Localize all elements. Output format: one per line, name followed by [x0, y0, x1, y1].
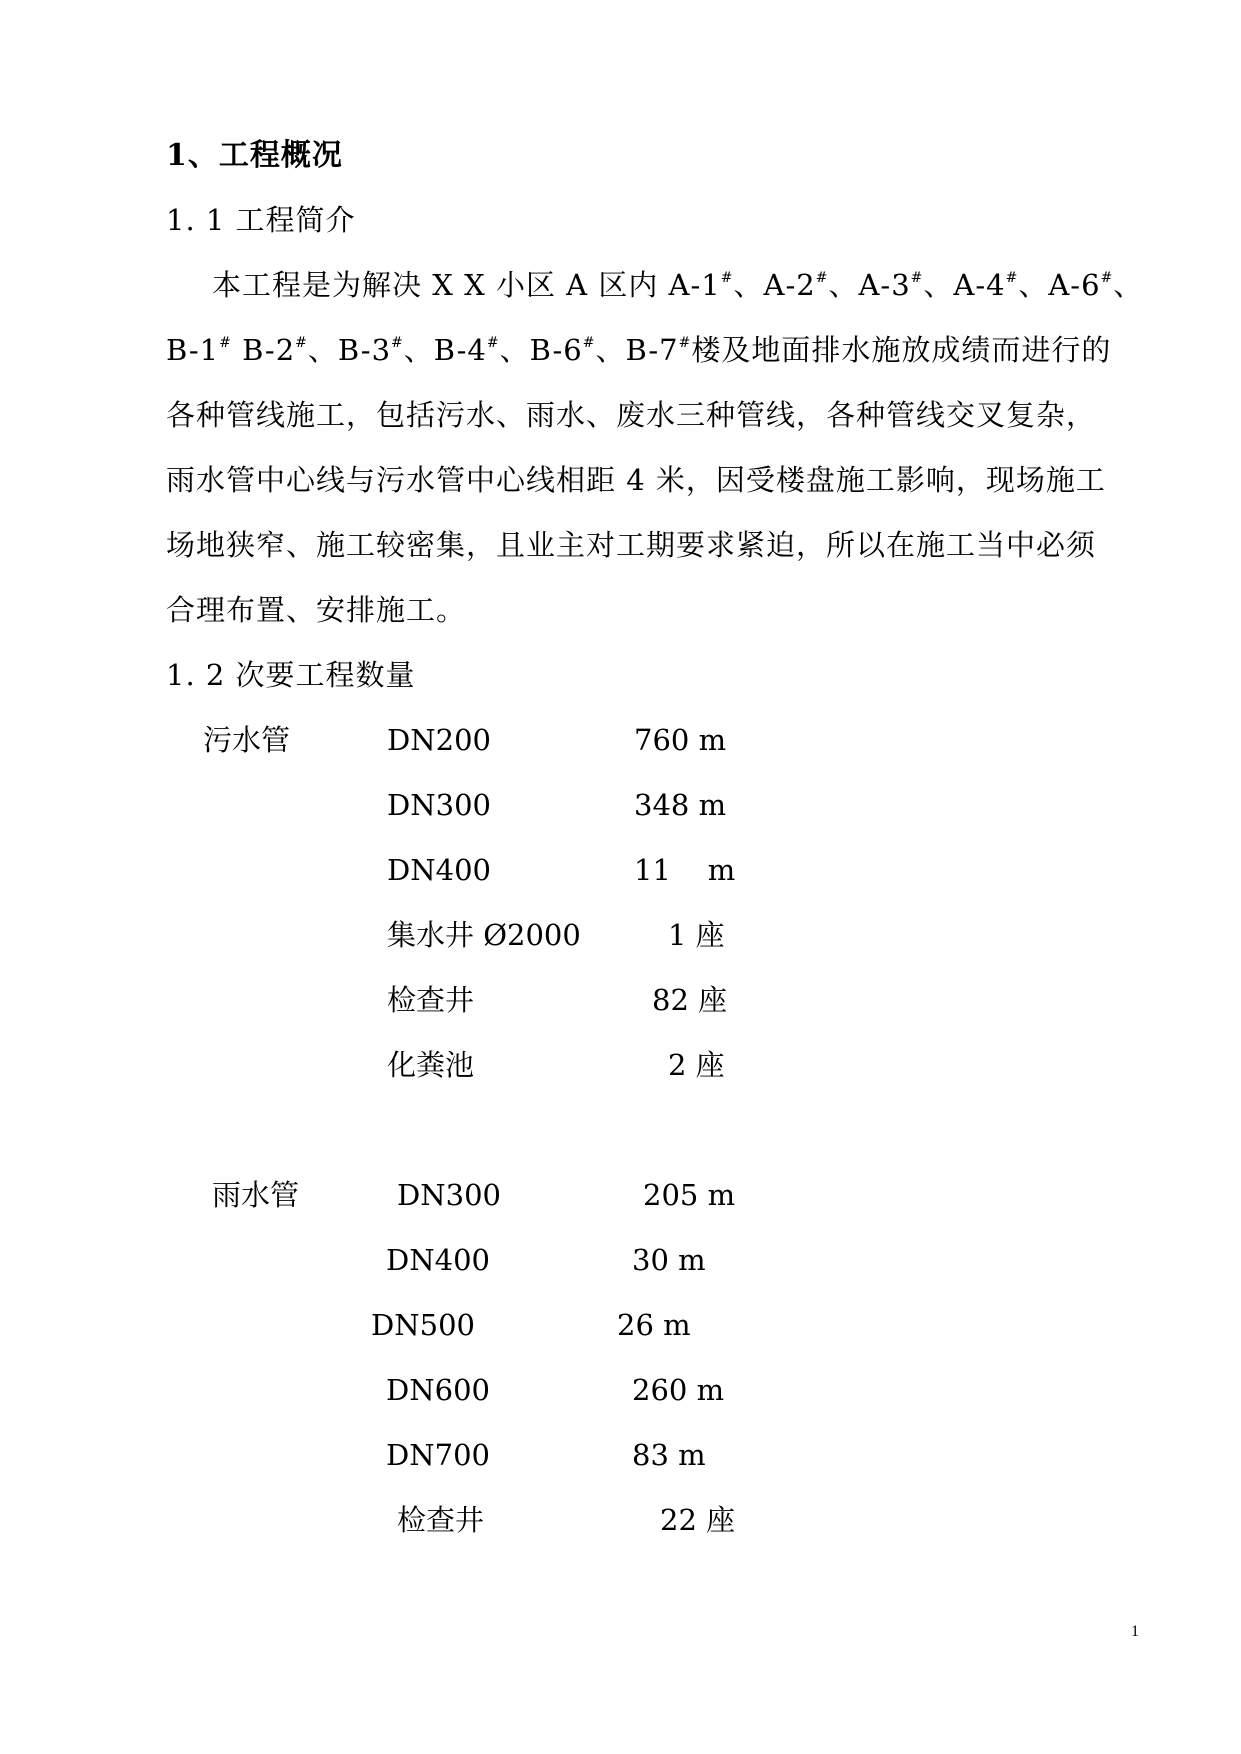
- quantity-value: 30 m: [632, 1243, 706, 1277]
- superscript-mark: #: [582, 335, 596, 351]
- quantity-value: 82 座: [652, 983, 728, 1017]
- section-heading: 1、工程概况: [166, 138, 343, 173]
- superscript-mark: #: [391, 335, 404, 351]
- building-code: A-2: [763, 268, 816, 302]
- quantity-value: 760 m: [634, 723, 727, 757]
- sewage-pipe-label: 污水管: [203, 723, 291, 757]
- quantity-value: 260 m: [632, 1373, 725, 1407]
- superscript-mark: #: [910, 270, 924, 286]
- quantity-item: DN700: [386, 1438, 490, 1472]
- paragraph-text: 本工程是为解决 X X 小区 A 区内: [212, 268, 669, 302]
- building-code: A-1: [668, 268, 721, 302]
- quantity-value: 1 座: [668, 918, 725, 952]
- quantity-value: 83 m: [632, 1438, 706, 1472]
- separator: 、: [828, 268, 859, 302]
- quantity-item: 化粪池: [387, 1048, 475, 1082]
- quantity-value: 11 m: [634, 853, 736, 887]
- paragraph-line-6: 合理布置、安排施工。: [166, 593, 467, 627]
- building-code: A-4: [953, 268, 1006, 302]
- separator: 、: [595, 333, 626, 367]
- rain-pipe-label: 雨水管: [212, 1178, 300, 1212]
- building-code: B-2: [242, 333, 296, 367]
- separator: 、: [1113, 268, 1144, 302]
- quantity-item: DN300: [387, 788, 491, 822]
- paragraph-line-4: 雨水管中心线与污水管中心线相距 4 米，因受楼盘施工影响，现场施工: [166, 463, 1106, 497]
- quantity-item: 集水井 Ø2000: [387, 918, 581, 952]
- separator: 、: [499, 333, 530, 367]
- quantity-item: DN500: [371, 1308, 475, 1342]
- building-code: B-6: [529, 333, 583, 367]
- quantity-value: 2 座: [668, 1048, 725, 1082]
- building-code: B-3: [337, 333, 392, 367]
- quantity-value: 22 座: [660, 1503, 736, 1537]
- separator: 、: [307, 333, 338, 367]
- quantity-value: 205 m: [643, 1178, 736, 1212]
- superscript-mark: #: [815, 270, 829, 286]
- building-code: B-1: [166, 333, 220, 367]
- quantity-item: DN600: [386, 1373, 490, 1407]
- page-number: 1: [1131, 1623, 1139, 1640]
- quantity-item: DN400: [386, 1243, 490, 1277]
- quantity-item: DN300: [397, 1178, 501, 1212]
- superscript-mark: #: [219, 335, 232, 351]
- building-code: A-6: [1048, 268, 1101, 302]
- superscript-mark: #: [720, 270, 734, 286]
- building-code: A-3: [858, 268, 911, 302]
- building-code: B-4: [433, 333, 487, 367]
- paragraph-line-5: 场地狭窄、施工较密集，且业主对工期要求紧迫，所以在施工当中必须: [166, 528, 1097, 562]
- quantity-item: DN200: [387, 723, 491, 757]
- quantity-item: 检查井: [387, 983, 475, 1017]
- superscript-mark: #: [1100, 270, 1114, 286]
- superscript-mark: #: [678, 335, 692, 351]
- quantity-item: DN400: [387, 853, 491, 887]
- superscript-mark: #: [295, 335, 308, 351]
- separator: 、: [733, 268, 764, 302]
- paragraph-line-3: 各种管线施工，包括污水、雨水、废水三种管线，各种管线交叉复杂，: [166, 398, 1097, 432]
- separator: 、: [1018, 268, 1049, 302]
- building-code: B-7: [625, 333, 679, 367]
- separator: 、: [923, 268, 954, 302]
- separator: 、: [403, 333, 434, 367]
- quantity-value: 348 m: [634, 788, 727, 822]
- quantity-value: 26 m: [617, 1308, 691, 1342]
- quantity-item: 检查井: [397, 1503, 485, 1537]
- paragraph-line-1: [212, 265, 1143, 305]
- paragraph-text: 楼及地面排水施放成绩而进行的: [691, 333, 1112, 367]
- superscript-mark: #: [1005, 270, 1019, 286]
- superscript-mark: #: [486, 335, 500, 351]
- subsection-title-1-1: 1. 1 工程简介: [166, 203, 356, 237]
- subsection-title-1-2: 1. 2 次要工程数量: [166, 658, 416, 692]
- paragraph-line-2: [166, 330, 1111, 370]
